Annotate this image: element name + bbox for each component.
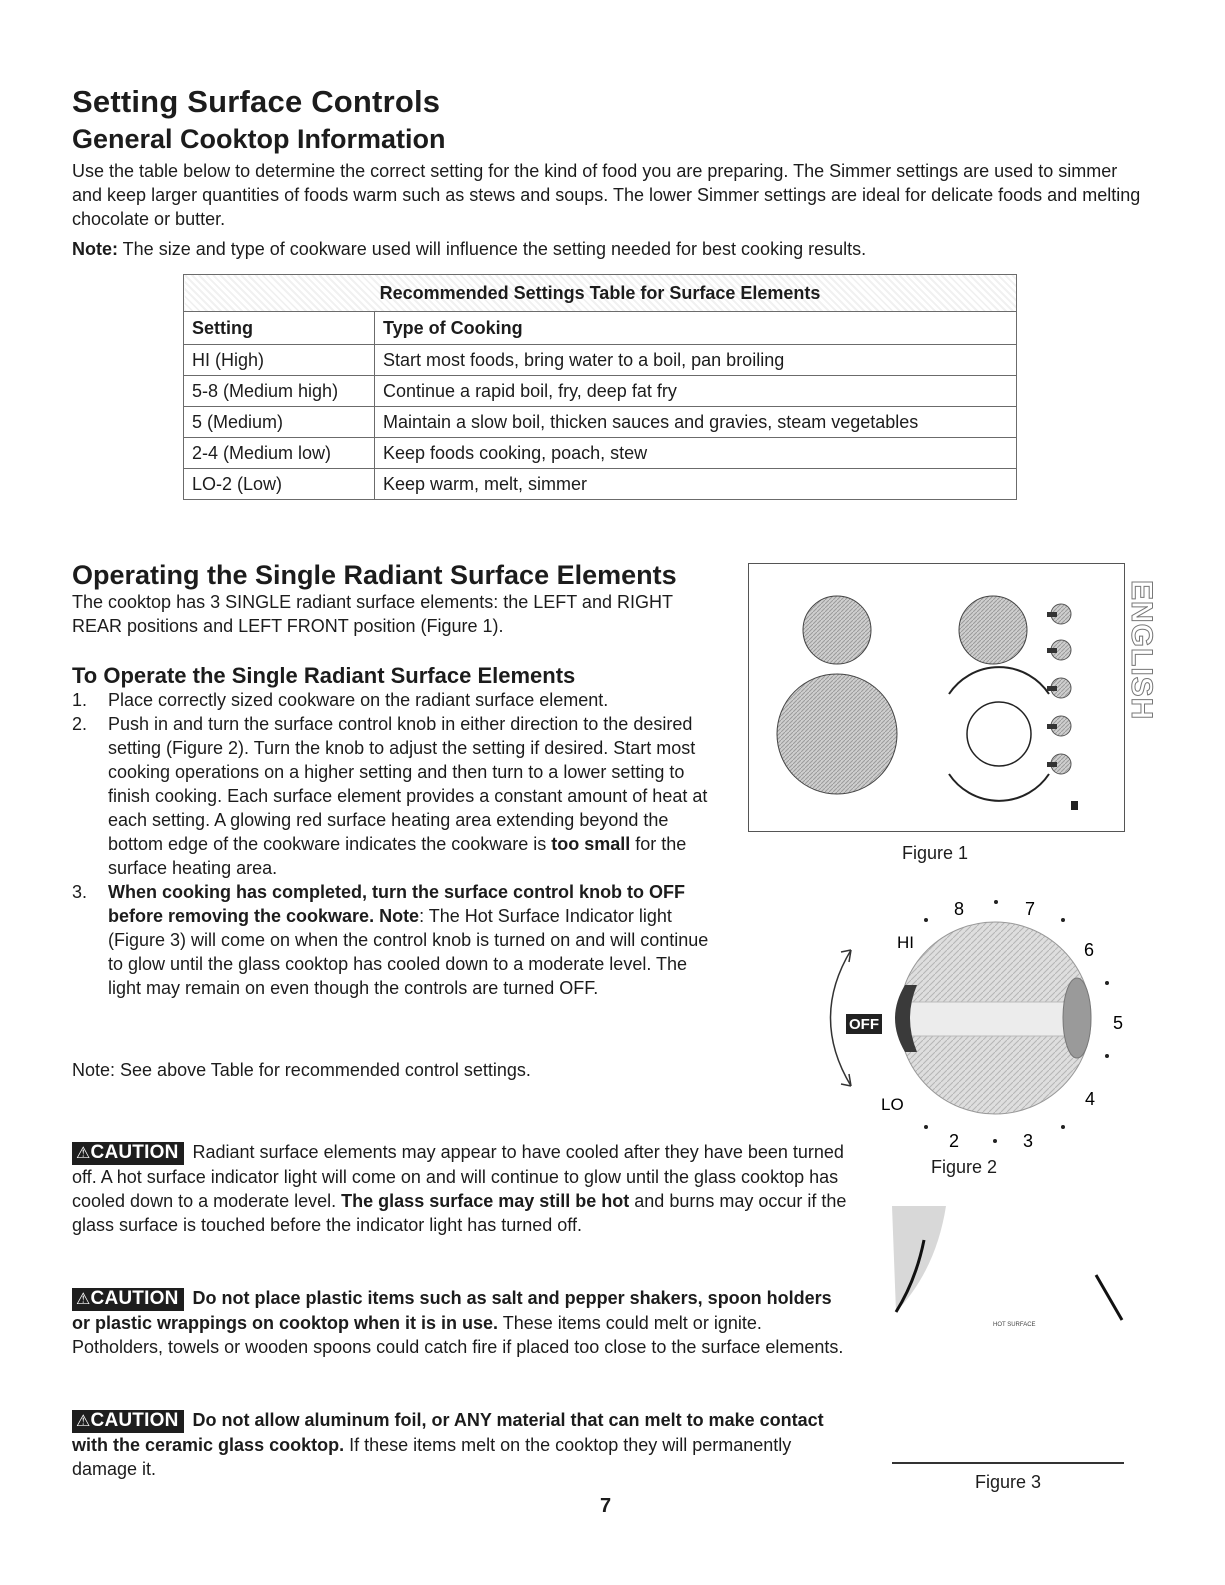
operating-intro: The cooktop has 3 SINGLE radiant surface elements: the LEFT and RIGHT REAR positions and LEFT FRONT position (Figure 1). <box>72 592 673 636</box>
warning-triangle-icon: ⚠ <box>76 1145 91 1162</box>
table-row <box>184 407 1017 438</box>
page-number: 7 <box>600 1495 612 1517</box>
table-cell: Start most foods, bring water to a boil, pan broiling <box>375 345 1017 376</box>
figure-3-divider <box>892 1462 1124 1464</box>
knob-setting-4: 4 <box>1085 1089 1096 1109</box>
cooktop-illustration <box>749 564 1124 831</box>
note-label: Note: <box>72 239 118 259</box>
knob-high-side <box>1063 978 1091 1058</box>
subsection-title: To Operate the Single Radiant Surface Elements <box>72 663 576 688</box>
step-2-tail: for the surface heating area. <box>108 834 687 878</box>
warning-triangle-icon: ⚠ <box>76 1413 91 1430</box>
list-item: 3. When cooking has completed, turn the surface control knob to OFF before removing the cookware. Note: The Hot Surface Indicator light (Figure 3) will come on when the control knob is turned on and will continue to glow until the glass cooktop has cooled down to a moderate level. The light may remain on even though the controls are turned OFF. <box>72 882 709 998</box>
page-title: Setting Surface Controls <box>72 84 441 119</box>
step-3-bold: When cooking has completed, turn the surface control knob to OFF before removing the cookware. Note <box>108 882 686 926</box>
caution-bold: Do not allow aluminum foil, or ANY material that can melt to make contact with the ceramic glass cooktop. <box>72 1410 824 1455</box>
caution-badge: ⚠CAUTION <box>72 1142 184 1165</box>
settings-table <box>183 274 1017 500</box>
table-cell: 5 (Medium) <box>184 407 375 438</box>
table-cell: Continue a rapid boil, fry, deep fat fry <box>375 376 1017 407</box>
table-caption: Recommended Settings Table for Surface Elements <box>184 275 1017 312</box>
table-row <box>184 345 1017 376</box>
step-3-text: : The Hot Surface Indicator light (Figure 3) will come on when the control knob is turned on and will continue to glow until the glass cooktop has cooled down to a moderate level. The light may remain on even though the controls are turned OFF. <box>108 906 709 998</box>
caution-text: These items could melt or ignite. Potholders, towels or wooden spoons could catch fire if placed too close to the surface elements. <box>72 1313 844 1357</box>
knob-hi-label: HI <box>897 933 914 952</box>
table-cell: LO-2 (Low) <box>184 469 375 500</box>
caution-badge: ⚠CAUTION <box>72 1410 184 1433</box>
right-rear-element <box>959 596 1027 664</box>
list-item: 2. Push in and turn the surface control knob in either direction to the desired setting (Figure 2). Turn the knob to adjust the setting if desired. Start most cooking operations on a higher setting and then turn to a lower setting to finish cooking. Each surface element provides a constant amount of heat at each setting. A glowing red surface heating area extending beyond the bottom edge of the cookware indicates the cookware is too small for the surface heating area. <box>72 714 708 878</box>
knob-lo-label: LO <box>881 1095 904 1114</box>
step-2-bold: too small <box>551 834 631 854</box>
indicator-mark <box>1071 801 1078 810</box>
table-header-type: Type of Cooking <box>375 312 1017 345</box>
caution-plastic <box>72 1286 852 1359</box>
note-text: The size and type of cookware used will influence the setting needed for best cooking results. <box>118 239 867 259</box>
caution-badge: ⚠CAUTION <box>72 1288 184 1311</box>
cookware-note <box>72 237 1142 261</box>
table-cell: 5-8 (Medium high) <box>184 376 375 407</box>
figure-2-caption: Figure 2 <box>931 1157 998 1177</box>
see-above-note: Note: See above Table for recommended control settings. <box>72 1060 531 1080</box>
steps-list <box>72 688 712 1000</box>
knob-setting-6: 6 <box>1084 940 1095 960</box>
figure-1-caption: Figure 1 <box>902 843 969 863</box>
caution-bold: Do not place plastic items such as salt and pepper shakers, spoon holders or plastic wrappings on cooktop when it is in use. <box>72 1288 832 1333</box>
caution-foil <box>72 1408 852 1481</box>
right-front-element <box>967 702 1031 766</box>
figure-3-caption: Figure 3 <box>975 1472 1042 1492</box>
section-title-operating: Operating the Single Radiant Surface Elements <box>72 560 677 590</box>
caution-text: Radiant surface elements may appear to have cooled after they have been turned off. A hot surface indicator light will come on and will continue to glow until the glass cooktop has cooled down to a moderate level. <box>72 1142 844 1211</box>
step-1-text: Place correctly sized cookware on the radiant surface element. <box>108 690 609 710</box>
figure-3-hot-surface <box>886 1200 1126 1350</box>
table-cell: HI (High) <box>184 345 375 376</box>
hot-surface-label: HOT SURFACE <box>993 1322 1036 1328</box>
table-cell: 2-4 (Medium low) <box>184 438 375 469</box>
caution-bold: The glass surface may still be hot <box>341 1191 630 1211</box>
knob-setting-2: 2 <box>949 1131 960 1151</box>
table-cell: Keep warm, melt, simmer <box>375 469 1017 500</box>
knob-grip <box>907 1002 1083 1036</box>
table-row <box>184 438 1017 469</box>
caution-text: If these items melt on the cooktop they will permanently damage it. <box>72 1435 792 1479</box>
caution-tail: and burns may occur if the glass surface is touched before the indicator light has turned off. <box>72 1191 847 1235</box>
knob-setting-7: 7 <box>1025 899 1036 919</box>
step-2-text: Push in and turn the surface control knob in either direction to the desired setting (Figure 2). Turn the knob to adjust the setting if desired. Start most cooking operations on a higher setting and then turn to a lower setting to finish cooking. Each surface element provides a constant amount of heat at each setting. A glowing red surface heating area extending beyond the bottom edge of the cookware indicates the cookware is <box>108 714 708 854</box>
knob-setting-5: 5 <box>1113 1013 1124 1033</box>
warning-triangle-icon: ⚠ <box>76 1291 91 1308</box>
section-title-general: General Cooktop Information <box>72 124 446 154</box>
list-item: 1. Place correctly sized cookware on the radiant surface element. <box>72 690 609 710</box>
left-rear-element <box>803 596 871 664</box>
control-knobs <box>1047 604 1071 774</box>
table-header-setting: Setting <box>184 312 375 345</box>
caution-hot-surface <box>72 1140 852 1237</box>
table-cell: Keep foods cooking, poach, stew <box>375 438 1017 469</box>
knob-setting-8: 8 <box>954 899 965 919</box>
figure-2-knob <box>815 890 1135 1160</box>
table-cell: Maintain a slow boil, thicken sauces and gravies, steam vegetables <box>375 407 1017 438</box>
figure-1-cooktop <box>748 563 1125 832</box>
knob-setting-3: 3 <box>1023 1131 1034 1151</box>
knob-off-label: OFF <box>849 1016 879 1033</box>
table-row <box>184 469 1017 500</box>
left-front-element <box>777 674 897 794</box>
english-side-tab: ENGLISH <box>1125 580 1158 721</box>
table-row <box>184 376 1017 407</box>
intro-paragraph: Use the table below to determine the correct setting for the kind of food you are preparing. The Simmer settings are used to simmer and keep larger quantities of foods warm such as stews and soups. The lower Simmer settings are ideal for delicate foods and melting chocolate or butter. <box>72 161 1141 229</box>
